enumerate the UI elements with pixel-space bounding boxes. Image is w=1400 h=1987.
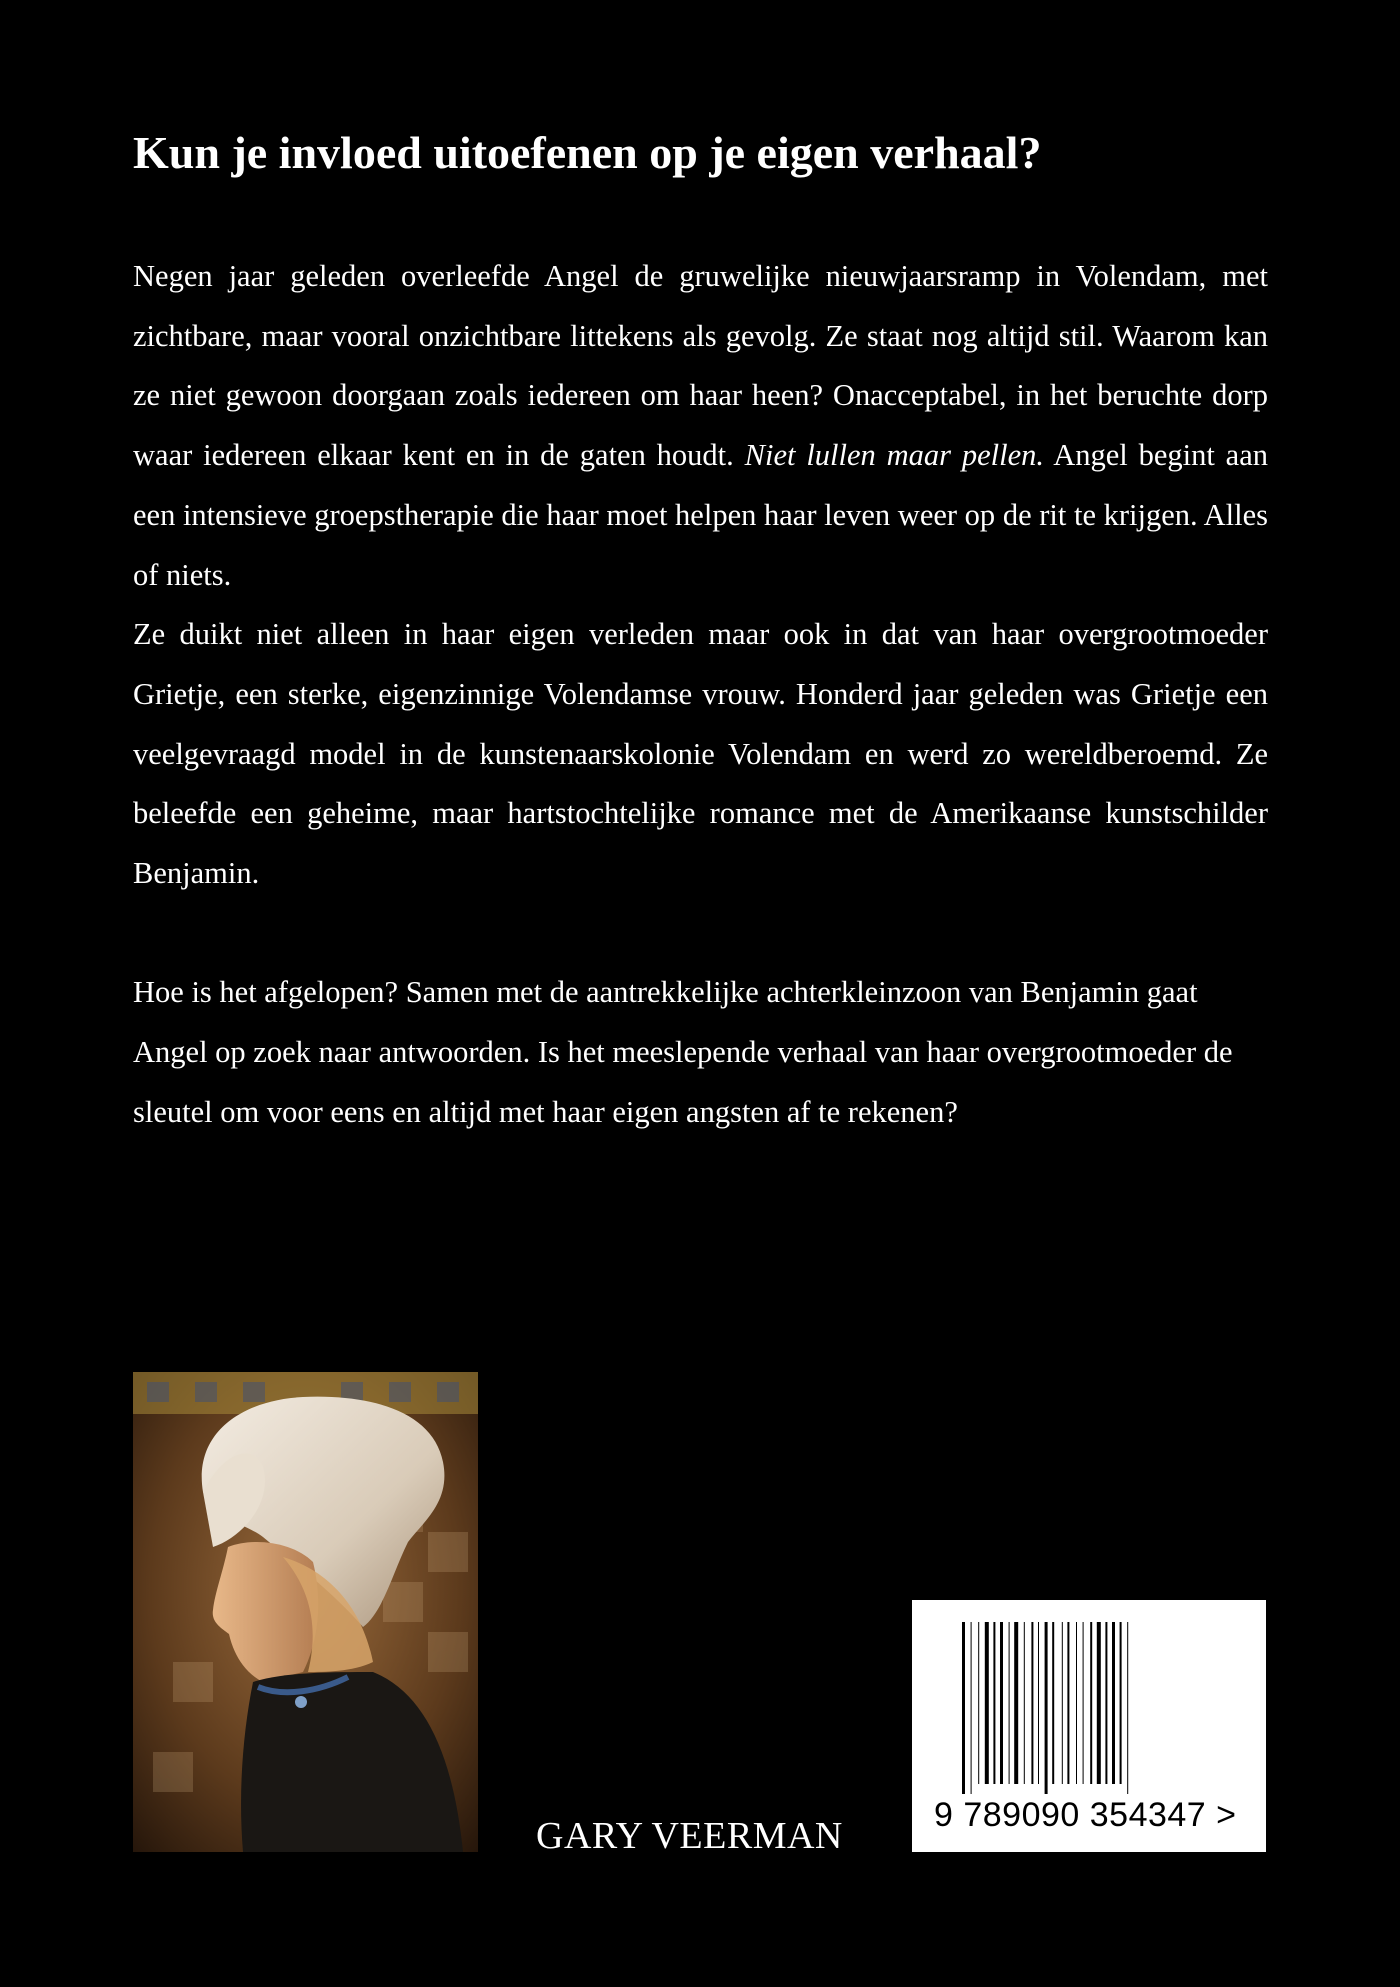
barcode-bar (993, 1622, 995, 1784)
blurb-paragraph-1-text-end: Angel begint aan een intensieve groepstherapie die haar moet helpen haar leven weer op de rit te krijgen. Alles of niets. (133, 438, 1268, 592)
barcode-bars (912, 1600, 1266, 1800)
author-name: GARY VEERMAN (536, 1815, 843, 1857)
barcode-bar (1105, 1622, 1107, 1784)
barcode-bar (1052, 1622, 1054, 1784)
barcode-bar (1120, 1622, 1122, 1784)
back-cover-title: Kun je invloed uitoefenen op je eigen verhaal? (133, 127, 1042, 178)
barcode-bar (1031, 1622, 1033, 1784)
barcode-bar (1038, 1622, 1039, 1784)
barcode-bar (1127, 1622, 1128, 1794)
barcode-bar (971, 1622, 972, 1794)
barcode-bar (1067, 1622, 1069, 1784)
barcode-bar (1083, 1622, 1084, 1784)
barcode-bar (1062, 1622, 1063, 1784)
blurb-paragraph-1-text: Negen jaar geleden overleefde Angel de gruwelijke nieuwjaarsramp in Volendam, met zichtbare, maar vooral onzichtbare littekens als gevolg. Ze staat nog altijd stil. Waarom kan ze niet gewoon doorgaan zoals iedereen om haar heen? Onacceptabel, in het beruchte dorp waar iedereen elkaar kent en in de gaten houdt. (133, 259, 1268, 473)
barcode-bar (1014, 1622, 1018, 1784)
blurb-paragraph-2: Ze duikt niet alleen in haar eigen verleden maar ook in dat van haar overgrootmoeder Grietje, een sterke, eigenzinnige Volendamse vrouw. Honderd jaar geleden was Grietje een veelgevraagd model in de kunstenaarskolonie Volendam en werd zo wereldberoemd. Ze beleefde een geheime, maar hartstochtelijke romance met de Amerikaanse kunstschilder Benjamin. (133, 617, 1268, 891)
blurb (133, 247, 1268, 1143)
isbn-number: 9 789090 354347 > (934, 1796, 1237, 1834)
barcode-bar (1009, 1622, 1010, 1784)
barcode-bar (1045, 1622, 1048, 1794)
blurb-paragraph-3: Hoe is het afgelopen? Samen met de aantrekkelijke achterkleinzoon van Benjamin gaat Angel op zoek naar antwoorden. Is het meeslepende verhaal van haar overgrootmoeder de sleutel om voor eens en altijd met haar eigen angsten af te rekenen? (133, 975, 1233, 1129)
barcode-bar (1076, 1622, 1077, 1784)
barcode-bar (1024, 1622, 1025, 1784)
barcode-bar (1112, 1622, 1115, 1784)
barcode-bar (1097, 1622, 1101, 1784)
author-portrait-photo (133, 1372, 478, 1852)
blurb-paragraph-1 (133, 247, 1268, 605)
barcode-bar (962, 1622, 965, 1794)
blurb-italic-phrase: Niet lullen maar pellen. (744, 438, 1045, 473)
isbn-barcode (912, 1600, 1266, 1852)
barcode-bar (978, 1622, 979, 1784)
barcode-bar (985, 1622, 989, 1784)
barcode-bar (1000, 1622, 1003, 1784)
barcode-bar (1090, 1622, 1092, 1784)
